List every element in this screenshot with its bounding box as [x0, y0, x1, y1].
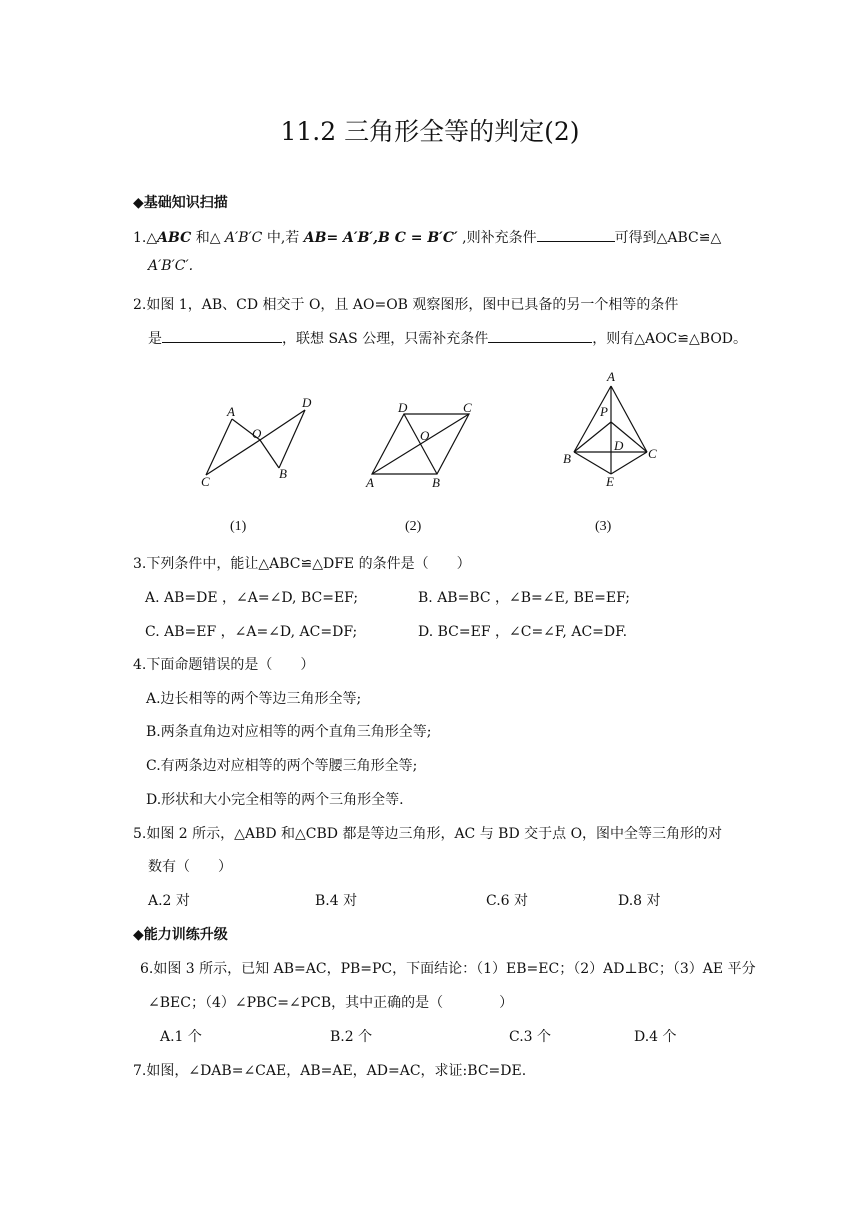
q2-text-b: ，联想 SAS 公理，只需补充条件	[282, 331, 489, 347]
fig2-label-o: O	[420, 428, 430, 443]
page-title: 11.2 三角形全等的判定(2)	[280, 117, 580, 146]
fig2-label-c: C	[463, 400, 472, 415]
fig3-segment-ab	[574, 386, 611, 452]
question-3-stem: 3.下列条件中，能让△ABC≌△DFE 的条件是（ ）	[133, 556, 471, 572]
fig2-label-a: A	[366, 475, 374, 490]
q2-text-c: ，则有△AOC≌△BOD。	[592, 331, 748, 347]
figure-1	[206, 410, 305, 475]
fig2-label-b: B	[432, 475, 440, 490]
fig1-label-b: B	[279, 466, 287, 481]
question-4-option-a[interactable]: A.边长相等的两个等边三角形全等;	[146, 691, 362, 707]
question-3-option-b[interactable]: B. AB=BC ，∠B=∠E, BE=EF;	[418, 590, 631, 606]
question-6-option-c[interactable]: C.3 个	[509, 1029, 552, 1045]
question-5-option-d[interactable]: D.8 对	[618, 893, 661, 909]
q1-text-e: 可得到△ABC≌△	[614, 230, 722, 246]
fig2-diagonal-db	[404, 414, 437, 474]
fig3-segment-bp	[574, 422, 611, 452]
fig2-label-d: D	[398, 400, 408, 415]
question-6-option-d[interactable]: D.4 个	[634, 1029, 677, 1045]
question-4-option-d[interactable]: D.形状和大小完全相等的两个三角形全等.	[146, 792, 404, 808]
fig3-label-c: C	[648, 446, 657, 461]
q1-a1b1c1: A′B′C	[224, 230, 263, 246]
fig3-caption: (3)	[595, 519, 612, 534]
fig3-segment-be	[574, 452, 611, 474]
fig1-segment-ob	[260, 440, 279, 468]
fig3-label-d: D	[614, 438, 624, 453]
question-3-option-c[interactable]: C. AB=EF ，∠A=∠D, AC=DF;	[145, 624, 358, 640]
fig3-label-a: A	[607, 369, 615, 384]
question-6-option-b[interactable]: B.2 个	[330, 1029, 373, 1045]
question-4-option-c[interactable]: C.有两条边对应相等的两个等腰三角形全等;	[146, 758, 418, 774]
fig3-label-p: P	[600, 404, 608, 419]
fig1-caption: (1)	[230, 519, 247, 534]
fig3-label-e: E	[606, 474, 614, 489]
question-5-option-a[interactable]: A.2 对	[148, 893, 190, 909]
fig3-segment-ce	[611, 452, 647, 474]
figure-3	[574, 386, 647, 474]
section-heading-advanced: ◆能力训练升级	[133, 927, 228, 943]
question-6-line-1: 6.如图 3 所示，已知 AB=AC，PB=PC，下面结论：（1）EB=EC；（2）AD⊥BC；（3）AE 平分	[140, 961, 756, 977]
q2-text-a: 是	[148, 331, 162, 347]
q1-prefix: 1.	[133, 230, 147, 246]
figures-row	[0, 365, 860, 540]
question-2-line-2	[148, 328, 747, 348]
question-5-line-1: 5.如图 2 所示，△ABD 和△CBD 都是等边三角形，AC 与 BD 交于点 O，图中全等三角形的对	[133, 826, 723, 842]
fig3-label-b: B	[563, 451, 571, 466]
question-7-text: 7.如图，∠DAB=∠CAE，AB=AE，AD=AC，求证:BC=DE.	[133, 1063, 527, 1079]
question-2-line-1: 2.如图 1，AB、CD 相交于 O，且 AO=OB 观察图形，图中已具备的另一个相等的条件	[133, 297, 679, 313]
fig1-label-c: C	[201, 474, 210, 489]
question-5-line-2: 数有（ ）	[148, 859, 232, 875]
question-1-line-1	[133, 227, 721, 247]
q1-text-b: 和△	[191, 230, 225, 246]
fig1-label-a: A	[227, 404, 235, 419]
question-5-option-b[interactable]: B.4 对	[315, 893, 358, 909]
question-3-option-a[interactable]: A. AB=DE ，∠A=∠D, BC=EF;	[145, 590, 359, 606]
q1-abc: ABC	[157, 230, 192, 246]
question-6-line-2: ∠BEC；（4）∠PBC=∠PCB，其中正确的是（ ）	[148, 995, 514, 1011]
question-1-line-2: A′B′C′.	[148, 258, 194, 274]
figure-2	[372, 414, 469, 474]
question-6-option-a[interactable]: A.1 个	[160, 1029, 202, 1045]
q2-answer-blank-2[interactable]	[488, 328, 592, 343]
q1-answer-blank[interactable]	[537, 227, 615, 242]
q1-text-c: 中,若	[262, 230, 304, 246]
section-heading-basic: ◆基础知识扫描	[133, 195, 228, 211]
fig1-label-d: D	[302, 395, 312, 410]
q1-text-a: △	[146, 230, 158, 246]
fig1-label-o: O	[252, 426, 262, 441]
question-4-option-b[interactable]: B.两条直角边对应相等的两个直角三角形全等;	[146, 724, 432, 740]
q1-text-d: ,则补充条件	[457, 230, 537, 246]
fig2-caption: (2)	[405, 519, 422, 534]
question-3-option-d[interactable]: D. BC=EF ，∠C=∠F, AC=DF.	[418, 624, 628, 640]
question-4-stem: 4.下面命题错误的是（ ）	[133, 657, 315, 673]
question-5-option-c[interactable]: C.6 对	[486, 893, 529, 909]
q2-answer-blank-1[interactable]	[162, 328, 282, 343]
q1-equation: AB= A′B′,B C = B′C′	[303, 230, 458, 246]
